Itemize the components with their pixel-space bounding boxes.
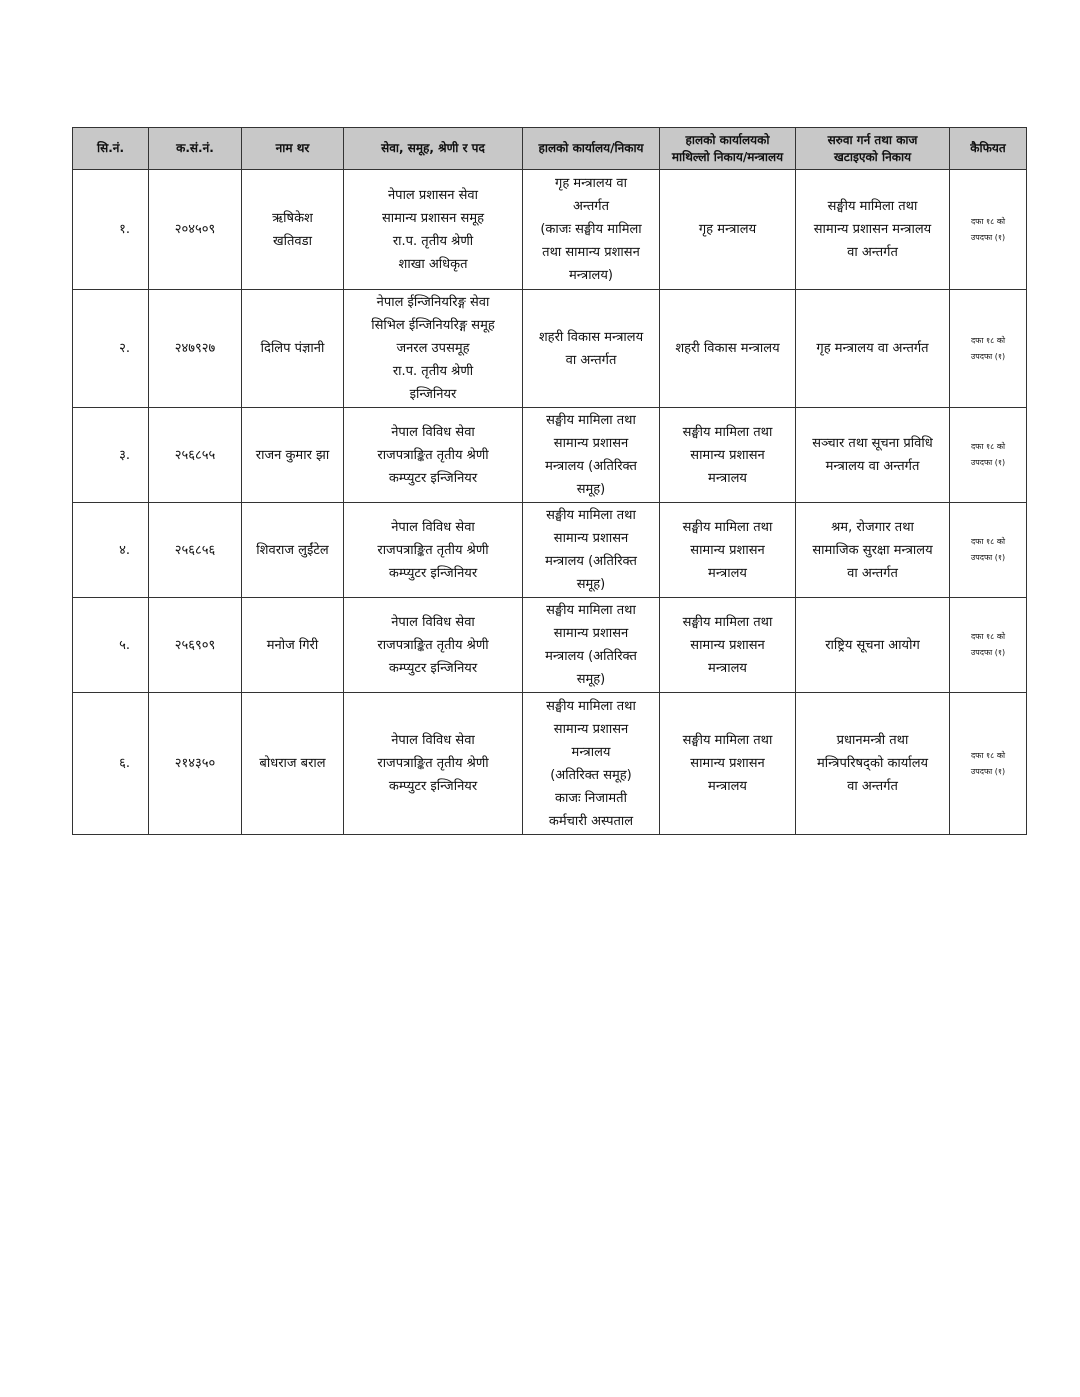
cell-current-office-line: (काजः सङ्घीय मामिला bbox=[540, 222, 642, 237]
cell-name-line: ऋषिकेश bbox=[272, 210, 313, 226]
cell-current-office bbox=[523, 503, 660, 598]
cell-ksn: २१४३५० bbox=[149, 693, 242, 835]
cell-current-office-line: मन्त्रालय (अतिरिक्त bbox=[545, 554, 637, 569]
cell-parent-office-line: शहरी विकास मन्त्रालय bbox=[675, 341, 780, 356]
cell-transfer-to-line: वा अन्तर्गत bbox=[847, 565, 898, 581]
header-remarks: कैफियत bbox=[950, 128, 1027, 170]
cell-service-line: राजपत्राङ्कित तृतीय श्रेणी bbox=[377, 447, 489, 463]
cell-name bbox=[242, 693, 344, 835]
cell-current-office bbox=[523, 693, 660, 835]
header-parent-office bbox=[660, 128, 796, 170]
header-sn: सि.नं. bbox=[73, 128, 149, 170]
cell-remarks-line: उपदफा (१) bbox=[970, 766, 1006, 776]
cell-current-office-line: मन्त्रालय bbox=[571, 744, 611, 760]
cell-parent-office-line: सङ्घीय मामिला तथा bbox=[682, 614, 773, 630]
cell-transfer-to-line: गृह मन्त्रालय वा अन्तर्गत bbox=[816, 341, 929, 356]
cell-current-office-line: समूह) bbox=[576, 577, 606, 592]
cell-remarks-line: दफा १८ को bbox=[970, 216, 1006, 226]
cell-service-line: कम्प्युटर इन्जिनियर bbox=[388, 660, 478, 676]
table-row bbox=[73, 598, 1027, 693]
cell-remarks bbox=[950, 408, 1027, 503]
cell-parent-office-line: सामान्य प्रशासन bbox=[690, 637, 765, 653]
cell-parent-office-line: मन्त्रालय bbox=[708, 470, 747, 486]
cell-parent-office bbox=[660, 170, 796, 290]
header-name: नाम थर bbox=[242, 128, 344, 170]
cell-parent-office-line: गृह मन्त्रालय bbox=[698, 222, 757, 237]
cell-ksn: २०४५०९ bbox=[149, 170, 242, 290]
cell-service-line: नेपाल विविध सेवा bbox=[391, 614, 475, 630]
header-transfer-to-line: सरुवा गर्न तथा काज bbox=[827, 132, 918, 147]
cell-parent-office bbox=[660, 503, 796, 598]
cell-parent-office-line: मन्त्रालय bbox=[708, 779, 747, 794]
cell-transfer-to bbox=[796, 598, 950, 693]
cell-remarks bbox=[950, 170, 1027, 290]
cell-current-office bbox=[523, 408, 660, 503]
cell-remarks-line: दफा १८ को bbox=[970, 632, 1006, 641]
cell-sn: ५. bbox=[73, 598, 149, 693]
cell-service-line: नेपाल विविध सेवा bbox=[391, 733, 475, 748]
table-row bbox=[73, 290, 1027, 408]
cell-ksn: २५६९०९ bbox=[149, 598, 242, 693]
cell-name-line: शिवराज लुईंटेल bbox=[256, 542, 329, 558]
cell-current-office-line: समूह) bbox=[576, 672, 606, 687]
cell-name-line: मनोज गिरी bbox=[266, 637, 319, 653]
cell-current-office-line: सामान्य प्रशासन bbox=[553, 626, 629, 641]
cell-service-line: कम्प्युटर इन्जिनियर bbox=[388, 470, 478, 486]
header-service: सेवा, समूह, श्रेणी र पद bbox=[344, 128, 523, 170]
cell-transfer-to-line: वा अन्तर्गत bbox=[847, 779, 898, 794]
cell-current-office-line: तथा सामान्य प्रशासन bbox=[542, 245, 640, 260]
cell-name bbox=[242, 408, 344, 503]
cell-service-line: सामान्य प्रशासन समूह bbox=[381, 210, 484, 226]
cell-name-line: खतिवडा bbox=[273, 233, 312, 249]
table-row bbox=[73, 170, 1027, 290]
cell-current-office bbox=[523, 598, 660, 693]
cell-remarks bbox=[950, 290, 1027, 408]
cell-service-line: नेपाल प्रशासन सेवा bbox=[387, 187, 479, 203]
table-body bbox=[73, 170, 1027, 835]
cell-parent-office bbox=[660, 290, 796, 408]
cell-parent-office bbox=[660, 408, 796, 503]
cell-name bbox=[242, 503, 344, 598]
cell-service bbox=[344, 598, 523, 693]
cell-remarks-line: दफा १८ को bbox=[970, 442, 1006, 451]
cell-transfer-to-line: वा अन्तर्गत bbox=[847, 245, 898, 260]
cell-name-line: बोधराज बराल bbox=[259, 756, 326, 771]
cell-transfer-to-line: मन्त्रालय वा अन्तर्गत bbox=[825, 459, 920, 474]
cell-current-office-line: सङ्घीय मामिला तथा bbox=[546, 603, 636, 618]
cell-parent-office-line: सामान्य प्रशासन bbox=[690, 542, 765, 558]
cell-remarks-line: उपदफा (१) bbox=[970, 351, 1006, 361]
header-parent-office-line: हालको कार्यालयको bbox=[685, 132, 770, 147]
cell-current-office-line: सङ्घीय मामिला तथा bbox=[546, 698, 636, 714]
cell-remarks-line: दफा १८ को bbox=[970, 537, 1006, 546]
cell-current-office-line: गृह मन्त्रालय वा bbox=[555, 176, 627, 191]
cell-remarks-line: उपदफा (१) bbox=[970, 458, 1006, 467]
cell-sn: १. bbox=[73, 170, 149, 290]
cell-parent-office-line: सङ्घीय मामिला तथा bbox=[682, 733, 773, 748]
cell-service-line: राजपत्राङ्कित तृतीय श्रेणी bbox=[377, 542, 489, 558]
cell-name-line: दिलिप पंज्ञानी bbox=[260, 341, 325, 356]
cell-remarks bbox=[950, 598, 1027, 693]
cell-parent-office-line: सङ्घीय मामिला तथा bbox=[682, 519, 773, 535]
cell-service bbox=[344, 503, 523, 598]
cell-service-line: नेपाल विविध सेवा bbox=[391, 424, 475, 440]
cell-current-office-line: मन्त्रालय) bbox=[569, 268, 613, 283]
cell-sn: ३. bbox=[73, 408, 149, 503]
cell-current-office-line: (अतिरिक्त समूह) bbox=[550, 767, 632, 783]
cell-current-office-line: मन्त्रालय (अतिरिक्त bbox=[545, 459, 637, 474]
cell-service-line: कम्प्युटर इन्जिनियर bbox=[388, 565, 478, 581]
cell-ksn: २५६८५६ bbox=[149, 503, 242, 598]
cell-service bbox=[344, 170, 523, 290]
cell-transfer-to bbox=[796, 290, 950, 408]
cell-current-office-line: मन्त्रालय (अतिरिक्त bbox=[545, 649, 637, 664]
header-ksn: क.सं.नं. bbox=[149, 128, 242, 170]
cell-transfer-to bbox=[796, 408, 950, 503]
cell-current-office-line: शहरी विकास मन्त्रालय bbox=[538, 329, 644, 345]
table-row bbox=[73, 503, 1027, 598]
cell-service bbox=[344, 408, 523, 503]
cell-remarks-line: उपदफा (१) bbox=[970, 553, 1006, 562]
cell-service-line: शाखा अधिकृत bbox=[398, 256, 468, 272]
cell-transfer-to-line: श्रम, रोजगार तथा bbox=[831, 519, 914, 535]
cell-current-office bbox=[523, 170, 660, 290]
cell-name bbox=[242, 170, 344, 290]
table-row bbox=[73, 408, 1027, 503]
cell-ksn: २५६८५५ bbox=[149, 408, 242, 503]
cell-service-line: कम्प्युटर इन्जिनियर bbox=[388, 779, 478, 794]
cell-current-office bbox=[523, 290, 660, 408]
cell-transfer-to-line: सञ्चार तथा सूचना प्रविधि bbox=[812, 436, 933, 451]
header-parent-office-line: माथिल्लो निकाय/मन्त्रालय bbox=[671, 149, 784, 164]
cell-transfer-to-line: मन्त्रिपरिषद्को कार्यालय bbox=[816, 756, 929, 771]
table-header-row bbox=[73, 128, 1027, 170]
header-current-office: हालको कार्यालय/निकाय bbox=[523, 128, 660, 170]
cell-current-office-line: अन्तर्गत bbox=[572, 199, 610, 214]
cell-current-office-line: कर्मचारी अस्पताल bbox=[548, 813, 634, 829]
cell-transfer-to bbox=[796, 170, 950, 290]
cell-service-line: नेपाल ईन्जिनियरिङ्ग सेवा bbox=[376, 295, 490, 310]
cell-parent-office-line: मन्त्रालय bbox=[708, 565, 747, 581]
cell-name bbox=[242, 290, 344, 408]
cell-current-office-line: वा अन्तर्गत bbox=[565, 352, 617, 368]
cell-current-office-line: सामान्य प्रशासन bbox=[553, 721, 629, 737]
table-row bbox=[73, 693, 1027, 835]
cell-transfer-to-line: सङ्घीय मामिला तथा bbox=[827, 199, 918, 214]
cell-service-line: रा.प. तृतीय श्रेणी bbox=[392, 364, 474, 379]
cell-parent-office-line: सङ्घीय मामिला तथा bbox=[682, 424, 773, 440]
cell-name bbox=[242, 598, 344, 693]
cell-transfer-to bbox=[796, 503, 950, 598]
cell-remarks-line: उपदफा (१) bbox=[970, 648, 1006, 657]
cell-service-line: इन्जिनियर bbox=[409, 387, 457, 402]
cell-parent-office bbox=[660, 693, 796, 835]
transfer-table bbox=[72, 127, 1027, 835]
cell-transfer-to-line: राष्ट्रिय सूचना आयोग bbox=[825, 637, 920, 653]
header-transfer-to-line: खटाइएको निकाय bbox=[833, 149, 912, 164]
cell-remarks bbox=[950, 503, 1027, 598]
cell-transfer-to bbox=[796, 693, 950, 835]
cell-transfer-to-line: प्रधानमन्त्री तथा bbox=[836, 733, 909, 748]
cell-remarks bbox=[950, 693, 1027, 835]
cell-service-line: रा.प. तृतीय श्रेणी bbox=[392, 233, 474, 249]
cell-ksn: २४७९२७ bbox=[149, 290, 242, 408]
cell-remarks-line: उपदफा (१) bbox=[970, 232, 1006, 242]
header-transfer-to bbox=[796, 128, 950, 170]
cell-current-office-line: सामान्य प्रशासन bbox=[553, 436, 629, 451]
cell-service-line: राजपत्राङ्कित तृतीय श्रेणी bbox=[377, 756, 489, 771]
cell-service-line: राजपत्राङ्कित तृतीय श्रेणी bbox=[377, 637, 489, 653]
cell-parent-office-line: सामान्य प्रशासन bbox=[690, 447, 765, 463]
cell-service-line: सिभिल ईन्जिनियरिङ्ग समूह bbox=[371, 318, 495, 333]
cell-parent-office bbox=[660, 598, 796, 693]
cell-parent-office-line: सामान्य प्रशासन bbox=[690, 756, 765, 771]
cell-name-line: राजन कुमार झा bbox=[255, 447, 330, 463]
cell-sn: २. bbox=[73, 290, 149, 408]
cell-transfer-to-line: सामाजिक सुरक्षा मन्त्रालय bbox=[812, 542, 933, 558]
cell-service bbox=[344, 693, 523, 835]
cell-remarks-line: दफा १८ को bbox=[970, 750, 1006, 760]
cell-service bbox=[344, 290, 523, 408]
cell-current-office-line: काजः निजामती bbox=[555, 790, 627, 806]
cell-parent-office-line: मन्त्रालय bbox=[708, 660, 747, 676]
cell-transfer-to-line: सामान्य प्रशासन मन्त्रालय bbox=[813, 222, 932, 237]
cell-service-line: जनरल उपसमूह bbox=[396, 341, 470, 356]
cell-current-office-line: सङ्घीय मामिला तथा bbox=[546, 413, 636, 428]
cell-sn: ६. bbox=[73, 693, 149, 835]
cell-current-office-line: सामान्य प्रशासन bbox=[553, 531, 629, 546]
cell-current-office-line: सङ्घीय मामिला तथा bbox=[546, 508, 636, 523]
cell-service-line: नेपाल विविध सेवा bbox=[391, 519, 475, 535]
cell-remarks-line: दफा १८ को bbox=[970, 335, 1006, 345]
cell-current-office-line: समूह) bbox=[576, 482, 606, 497]
cell-sn: ४. bbox=[73, 503, 149, 598]
